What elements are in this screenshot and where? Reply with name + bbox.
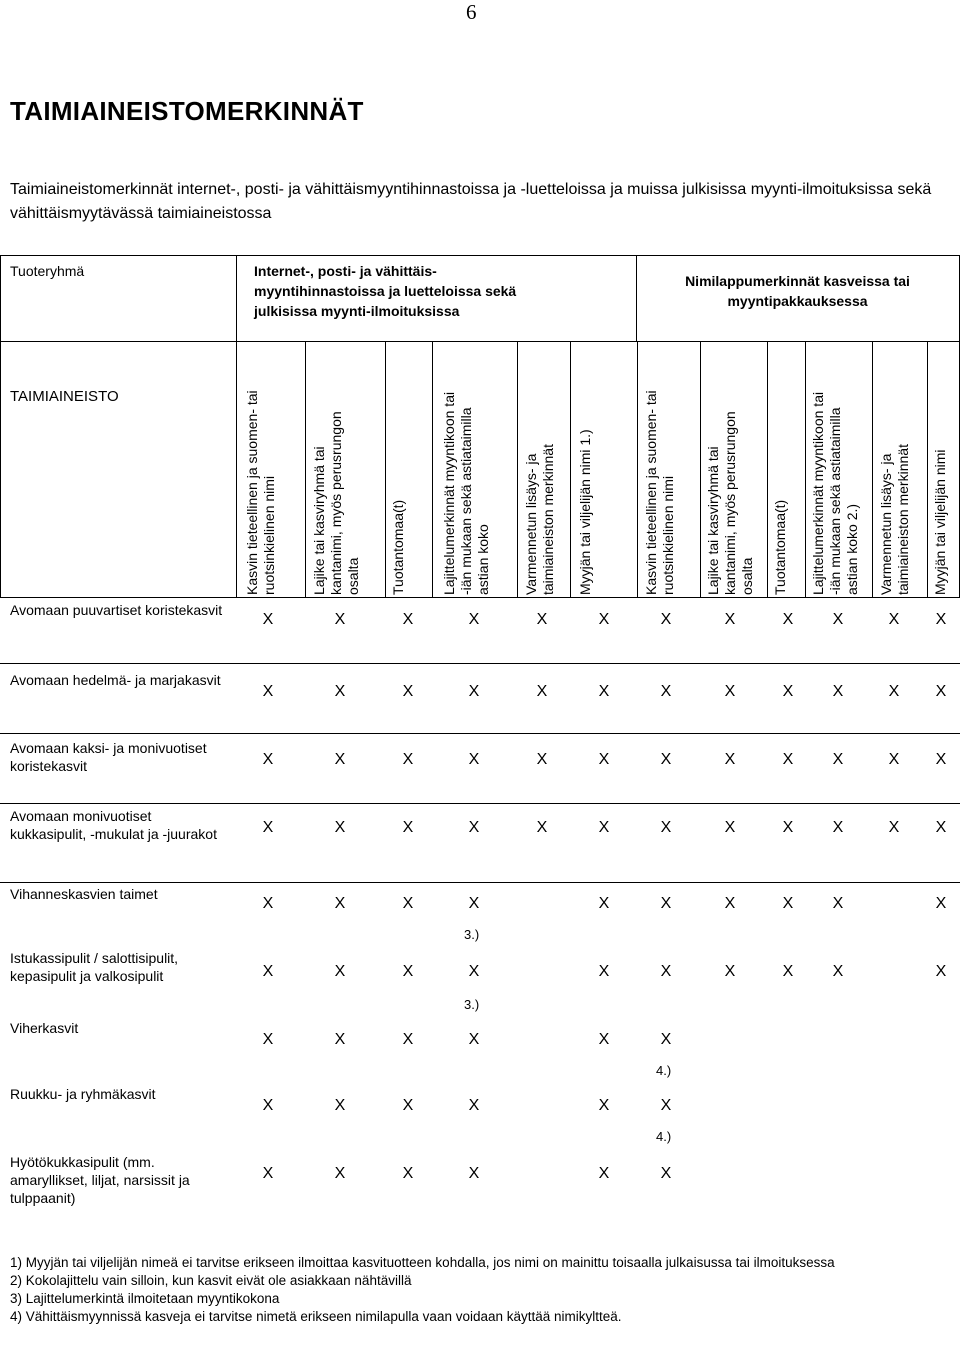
- page-title: TAIMIAINEISTOMERKINNÄT: [10, 96, 364, 126]
- cell-note: 3.): [464, 927, 480, 942]
- mark-cell: X: [598, 611, 610, 628]
- footnotes: [10, 1254, 950, 1326]
- column-header-1: Kasvin tieteellinen ja suomen- tai ruotsinkielinen nimi: [244, 390, 277, 595]
- mark-cell: X: [598, 683, 610, 700]
- footnote-2: 2) Kokolajittelu vain silloin, kun kasvit eivät ole asiakkaan nähtävillä: [10, 1273, 412, 1288]
- mark-cell: X: [402, 963, 414, 980]
- mark-cell: X: [598, 963, 610, 980]
- mark-cell: X: [935, 611, 947, 628]
- header-label-markings: Nimilappumerkinnät kasveissa tai myyntipakkauksessa: [685, 273, 910, 309]
- mark-cell: X: [660, 963, 672, 980]
- mark-cell: X: [402, 895, 414, 912]
- mark-cell: X: [660, 819, 672, 836]
- mark-cell: X: [888, 751, 900, 768]
- mark-cell: X: [334, 1097, 346, 1114]
- header-catalog-markings: Internet-, posti- ja vähittäis- myyntihinnastoissa ja luetteloissa sekä julkisissa myynti-ilmoituksissa: [254, 263, 517, 319]
- cell-note: 4.): [656, 1063, 672, 1078]
- mark-cell: X: [262, 895, 274, 912]
- column-header-11: Varmennetun lisäys- ja taimiaineiston merkinnät: [878, 444, 911, 595]
- mark-cell: X: [660, 895, 672, 912]
- footnote-1: 1) Myyjän tai viljelijän nimeä ei tarvitse erikseen ilmoittaa kasvituotteen kohdalla, jos nimi on mainittu toisaalla julkaisussa tai ilmoituksessa: [10, 1255, 835, 1270]
- mark-cell: X: [334, 1165, 346, 1182]
- mark-cell: X: [334, 963, 346, 980]
- column-header-3: Tuotantomaa(t): [390, 499, 406, 595]
- mark-cell: X: [724, 895, 736, 912]
- mark-cell: X: [832, 819, 844, 836]
- mark-cell: X: [782, 819, 794, 836]
- mark-cell: X: [536, 611, 548, 628]
- mark-cell: X: [598, 895, 610, 912]
- mark-cell: X: [935, 895, 947, 912]
- mark-cell: X: [468, 1165, 480, 1182]
- footnote-4: 4) Vähittäismyynnissä kasveja ei tarvitse nimetä erikseen nimilapulla vaan voidaan käyttää nimikyltteä.: [10, 1309, 622, 1324]
- mark-cell: X: [334, 819, 346, 836]
- mark-cell: X: [660, 1097, 672, 1114]
- mark-cell: X: [598, 1097, 610, 1114]
- mark-cell: X: [724, 683, 736, 700]
- mark-cell: X: [334, 1031, 346, 1048]
- mark-cell: X: [724, 819, 736, 836]
- mark-cell: X: [536, 819, 548, 836]
- mark-cell: X: [402, 683, 414, 700]
- mark-cell: X: [334, 683, 346, 700]
- mark-cell: X: [334, 611, 346, 628]
- header-product-group: Tuoteryhmä: [10, 263, 85, 279]
- page-number: 6: [466, 0, 477, 24]
- row-label: Avomaan puuvartiset koristekasvit: [10, 602, 223, 618]
- mark-cell: X: [468, 1097, 480, 1114]
- mark-cell: X: [536, 751, 548, 768]
- mark-cell: X: [888, 683, 900, 700]
- mark-cell: X: [724, 611, 736, 628]
- mark-cell: X: [782, 683, 794, 700]
- mark-cell: X: [782, 895, 794, 912]
- row-label: Avomaan kaksi- ja monivuotiset koristekasvit: [10, 740, 207, 774]
- column-header-7: Kasvin tieteellinen ja suomen- tai ruotsinkielinen nimi: [643, 390, 676, 595]
- mark-cell: X: [598, 1031, 610, 1048]
- mark-cell: X: [832, 611, 844, 628]
- mark-cell: X: [935, 963, 947, 980]
- column-header-8: Lajike tai kasviryhmä tai kantanimi, myös perusrungon osalta: [705, 411, 755, 595]
- mark-cell: X: [262, 1031, 274, 1048]
- page-subtitle: Taimiaineistomerkinnät internet-, posti- ja vähittäismyyntihinnastoissa ja -luetteloissa ja muissa julkisissa myynti-ilmoituksissa sekä vähittäismyytävässä taimiaineistossa: [10, 181, 932, 222]
- section-label: TAIMIAINEISTO: [10, 388, 119, 405]
- mark-cell: X: [935, 819, 947, 836]
- mark-cell: X: [832, 751, 844, 768]
- row-label: Ruukku- ja ryhmäkasvit: [10, 1086, 156, 1102]
- mark-cell: X: [468, 611, 480, 628]
- column-header-2: Lajike tai kasviryhmä tai kantanimi, myös perusrungon osalta: [311, 411, 361, 595]
- column-header-6: Myyjän tai viljelijän nimi 1.): [577, 429, 593, 595]
- mark-cell: X: [660, 1031, 672, 1048]
- mark-cell: X: [468, 751, 480, 768]
- mark-cell: X: [832, 963, 844, 980]
- mark-cell: X: [402, 1031, 414, 1048]
- marking-table: [0, 255, 960, 1255]
- mark-cell: X: [402, 819, 414, 836]
- mark-cell: X: [660, 1165, 672, 1182]
- mark-cell: X: [660, 611, 672, 628]
- mark-cell: X: [598, 819, 610, 836]
- mark-cell: X: [782, 611, 794, 628]
- mark-cell: X: [402, 611, 414, 628]
- mark-cell: X: [402, 751, 414, 768]
- mark-cell: X: [468, 819, 480, 836]
- mark-cell: X: [468, 683, 480, 700]
- column-header-9: Tuotantomaa(t): [772, 499, 788, 595]
- mark-cell: X: [334, 751, 346, 768]
- mark-cell: X: [660, 751, 672, 768]
- column-header-5: Varmennetun lisäys- ja taimiaineiston merkinnät: [523, 444, 556, 595]
- mark-cell: X: [536, 683, 548, 700]
- mark-cell: X: [468, 1031, 480, 1048]
- mark-cell: X: [402, 1165, 414, 1182]
- cell-note: 4.): [656, 1129, 672, 1144]
- mark-cell: X: [262, 1165, 274, 1182]
- mark-cell: X: [262, 819, 274, 836]
- mark-cell: X: [832, 683, 844, 700]
- mark-cell: X: [402, 1097, 414, 1114]
- row-label: Vihanneskasvien taimet: [10, 886, 158, 902]
- column-header-4: Lajittelumerkinnät myyntikoon tai -iän mukaan sekä astiataimilla astian koko: [441, 391, 491, 595]
- row-label: Viherkasvit: [10, 1020, 79, 1036]
- mark-cell: X: [262, 963, 274, 980]
- row-label: Istukassipulit / salottisipulit, kepasipulit ja valkosipulit: [10, 950, 179, 984]
- cell-note: 3.): [464, 997, 480, 1012]
- mark-cell: X: [935, 683, 947, 700]
- mark-cell: X: [888, 611, 900, 628]
- row-label: Avomaan hedelmä- ja marjakasvit: [10, 672, 221, 688]
- mark-cell: X: [262, 751, 274, 768]
- mark-cell: X: [724, 751, 736, 768]
- mark-cell: X: [262, 611, 274, 628]
- mark-cell: X: [468, 963, 480, 980]
- mark-cell: X: [262, 1097, 274, 1114]
- mark-cell: X: [262, 683, 274, 700]
- mark-cell: X: [598, 751, 610, 768]
- mark-cell: X: [888, 819, 900, 836]
- mark-cell: X: [935, 751, 947, 768]
- mark-cell: X: [782, 963, 794, 980]
- mark-cell: X: [724, 963, 736, 980]
- mark-cell: X: [832, 895, 844, 912]
- footnote-3: 3) Lajittelumerkintä ilmoitetaan myyntikokona: [10, 1291, 280, 1306]
- mark-cell: X: [468, 895, 480, 912]
- column-header-12: Myyjän tai viljelijän nimi: [932, 449, 948, 595]
- mark-cell: X: [660, 683, 672, 700]
- mark-cell: X: [598, 1165, 610, 1182]
- mark-cell: X: [782, 751, 794, 768]
- mark-cell: X: [334, 895, 346, 912]
- column-header-10: Lajittelumerkinnät myyntikoon tai -iän mukaan sekä astiataimilla astian koko 2.): [810, 391, 860, 595]
- row-label: Avomaan monivuotiset kukkasipulit, -mukulat ja -juurakot: [10, 808, 217, 842]
- row-label: Hyötökukkasipulit (mm. amaryllikset, liljat, narsissit ja tulppaanit): [10, 1154, 190, 1206]
